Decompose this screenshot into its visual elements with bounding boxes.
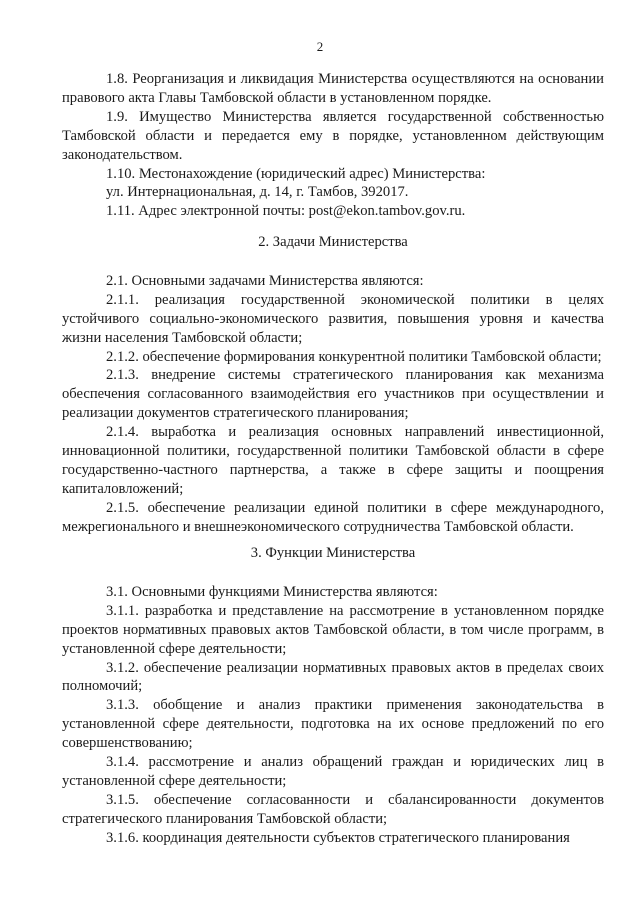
paragraph-2-1-4: 2.1.4. выработка и реализация основных направлений инвестиционной, инновационной политики, государственной политики Тамбовской области в сфере государственно-частного партнерства, а также в сфере защиты и поощрения капиталовложений; xyxy=(62,424,604,497)
section-3-heading: 3. Функции Министерства xyxy=(250,545,416,561)
paragraph-1-8: 1.8. Реорганизация и ликвидация Министерства осуществляются на основании правового акта Главы Тамбовской области в установленном порядке. xyxy=(62,71,604,106)
paragraph-3-1: 3.1. Основными функциями Министерства являются: xyxy=(106,583,438,600)
paragraph-3-1-6: 3.1.6. координация деятельности субъектов стратегического планирования xyxy=(106,829,570,846)
paragraph-3-1-5: 3.1.5. обеспечение согласованности и сбалансированности документов стратегического планирования Тамбовской области; xyxy=(62,791,604,827)
paragraph-1-11: 1.11. Адрес электронной почты: post@ekon.tambov.gov.ru. xyxy=(106,203,466,220)
paragraph-2-1: 2.1. Основными задачами Министерства являются: xyxy=(106,272,424,289)
paragraph-1-10: 1.10. Местонахождение (юридический адрес) Министерства: xyxy=(106,165,486,182)
paragraph-2-1-3: 2.1.3. внедрение системы стратегического планирования как механизма обеспечения согласованного взаимодействия его участников при осуществлении и реализации документов стратегического планирования; xyxy=(62,367,604,422)
section-2 xyxy=(62,233,604,537)
section-3 xyxy=(62,544,604,848)
paragraph-3-1-2: 3.1.2. обеспечение реализации нормативных правовых актов в пределах своих полномочий; xyxy=(62,659,604,695)
paragraph-2-1-5: 2.1.5. обеспечение реализации единой политики в сфере международного, межрегионального и внешнеэкономического сотрудничества Тамбовской области. xyxy=(62,499,604,535)
section-1-continuation xyxy=(62,70,604,221)
paragraph-address: ул. Интернациональная, д. 14, г. Тамбов, 392017. xyxy=(106,184,409,201)
paragraph-2-1-1: 2.1.1. реализация государственной экономической политики в целях устойчивого социально-экономического развития, повышения уровня и качества жизни населения Тамбовской области; xyxy=(62,291,604,346)
paragraph-1-9: 1.9. Имущество Министерства является государственной собственностью Тамбовской области и передается ему в порядке, установленном действующим законодательством. xyxy=(62,108,604,163)
paragraph-2-1-2: 2.1.2. обеспечение формирования конкурентной политики Тамбовской области; xyxy=(106,348,602,365)
page-number: 2 xyxy=(316,39,324,54)
section-2-heading: 2. Задачи Министерства xyxy=(258,234,408,250)
paragraph-3-1-1: 3.1.1. разработка и представление на рассмотрение в установленном порядке проектов нормативных правовых актов Тамбовской области, в том числе программ, в установленной сфере деятельности; xyxy=(62,602,604,657)
paragraph-3-1-4: 3.1.4. рассмотрение и анализ обращений граждан и юридических лиц в установленной сфере деятельности; xyxy=(62,754,604,789)
paragraph-3-1-3: 3.1.3. обобщение и анализ практики применения законодательства в установленной сфере деятельности, подготовка на их основе предложений по его совершенствованию; xyxy=(62,697,604,752)
